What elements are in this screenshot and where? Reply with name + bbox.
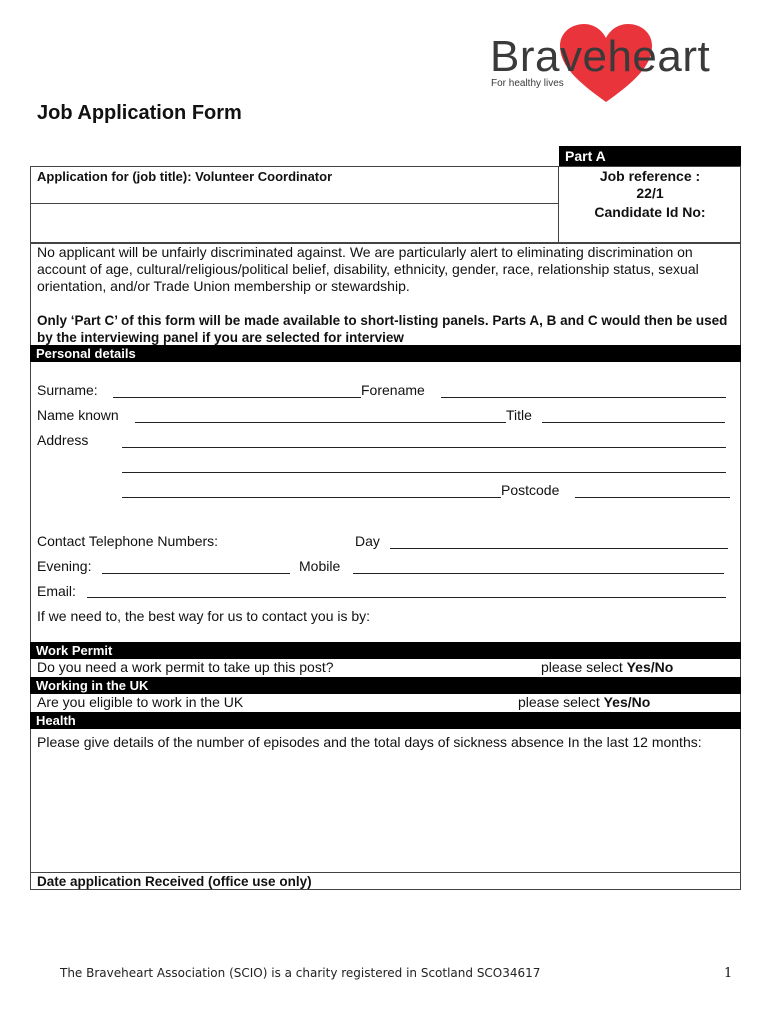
email-field[interactable] [87,597,726,598]
name-known-field[interactable] [135,422,506,423]
address-line-3[interactable] [122,497,501,498]
mobile-label: Mobile [299,558,341,574]
working-uk-header [30,677,741,694]
job-reference-label: Job reference : [599,168,701,184]
personal-details-title: Personal details [36,346,136,361]
forename-label: Forename [361,382,425,398]
health-header [30,712,741,729]
health-answer-area[interactable] [31,780,740,872]
working-uk-title: Working in the UK [36,678,149,693]
mobile-phone-field[interactable] [353,573,724,574]
work-permit-title: Work Permit [36,643,113,658]
part-a-label: Part A [565,148,606,164]
work-permit-select[interactable] [541,659,673,675]
working-uk-select-prompt: please select [518,694,604,710]
discrimination-notice: No applicant will be unfairly discriminated against. We are particularly alert to eliminating discrimination on account of age, cultural/religious/political belief, disability, ethnicity, gender, race, relationship status, sexual orientation, and/or Trade Union membership or stewardship. [37,244,699,294]
footer-charity-text: The Braveheart Association (SCIO) is a charity registered in Scotland SCO34617 [60,966,541,980]
address-line-2[interactable] [122,472,726,473]
part-a-header [559,146,741,166]
work-permit-options: Yes/No [626,659,674,675]
table-divider-horizontal [30,203,559,204]
day-label: Day [355,533,380,549]
best-contact-label: If we need to, the best way for us to contact you is by: [37,608,371,624]
application-for-text: Application for (job title): Volunteer Coordinator [37,169,333,184]
personal-details-header [30,345,741,362]
work-permit-select-prompt: please select [541,659,627,675]
logo-tagline: For healthy lives [491,78,564,89]
working-uk-question: Are you eligible to work in the UK [37,694,244,710]
work-permit-header [30,642,741,659]
title-label: Title [506,407,532,423]
evening-phone-field[interactable] [102,573,290,574]
postcode-label: Postcode [501,482,560,498]
address-line-1[interactable] [122,447,726,448]
forename-field[interactable] [441,397,726,398]
working-uk-options: Yes/No [603,694,651,710]
day-phone-field[interactable] [390,548,728,549]
evening-label: Evening: [37,558,92,574]
logo-wordmark: Braveheart [490,32,711,81]
surname-field[interactable] [113,397,361,398]
braveheart-logo [488,22,728,106]
page-title: Job Application Form [37,102,242,124]
job-reference-value: 22/1 [636,185,664,201]
office-use-label: Date application Received (office use only) [37,874,312,889]
working-uk-select[interactable] [518,694,650,710]
candidate-id-label: Candidate Id No: [594,204,706,220]
part-c-notice: Only ‘Part C’ of this form will be made available to short-listing panels. Parts A, B and C would then be used by the interviewing panel if you are selected for interview [37,313,728,345]
health-question: Please give details of the number of episodes and the total days of sickness absence In the last 12 months: [37,734,702,750]
page-number: 1 [724,966,733,981]
health-title: Health [36,713,76,728]
address-label: Address [37,432,89,448]
postcode-field[interactable] [575,497,730,498]
contact-numbers-label: Contact Telephone Numbers: [37,533,219,549]
surname-label: Surname: [37,382,98,398]
name-known-label: Name known [37,407,119,423]
email-label: Email: [37,583,76,599]
work-permit-question: Do you need a work permit to take up this post? [37,659,334,675]
office-use-divider [30,872,741,873]
title-field[interactable] [542,422,725,423]
